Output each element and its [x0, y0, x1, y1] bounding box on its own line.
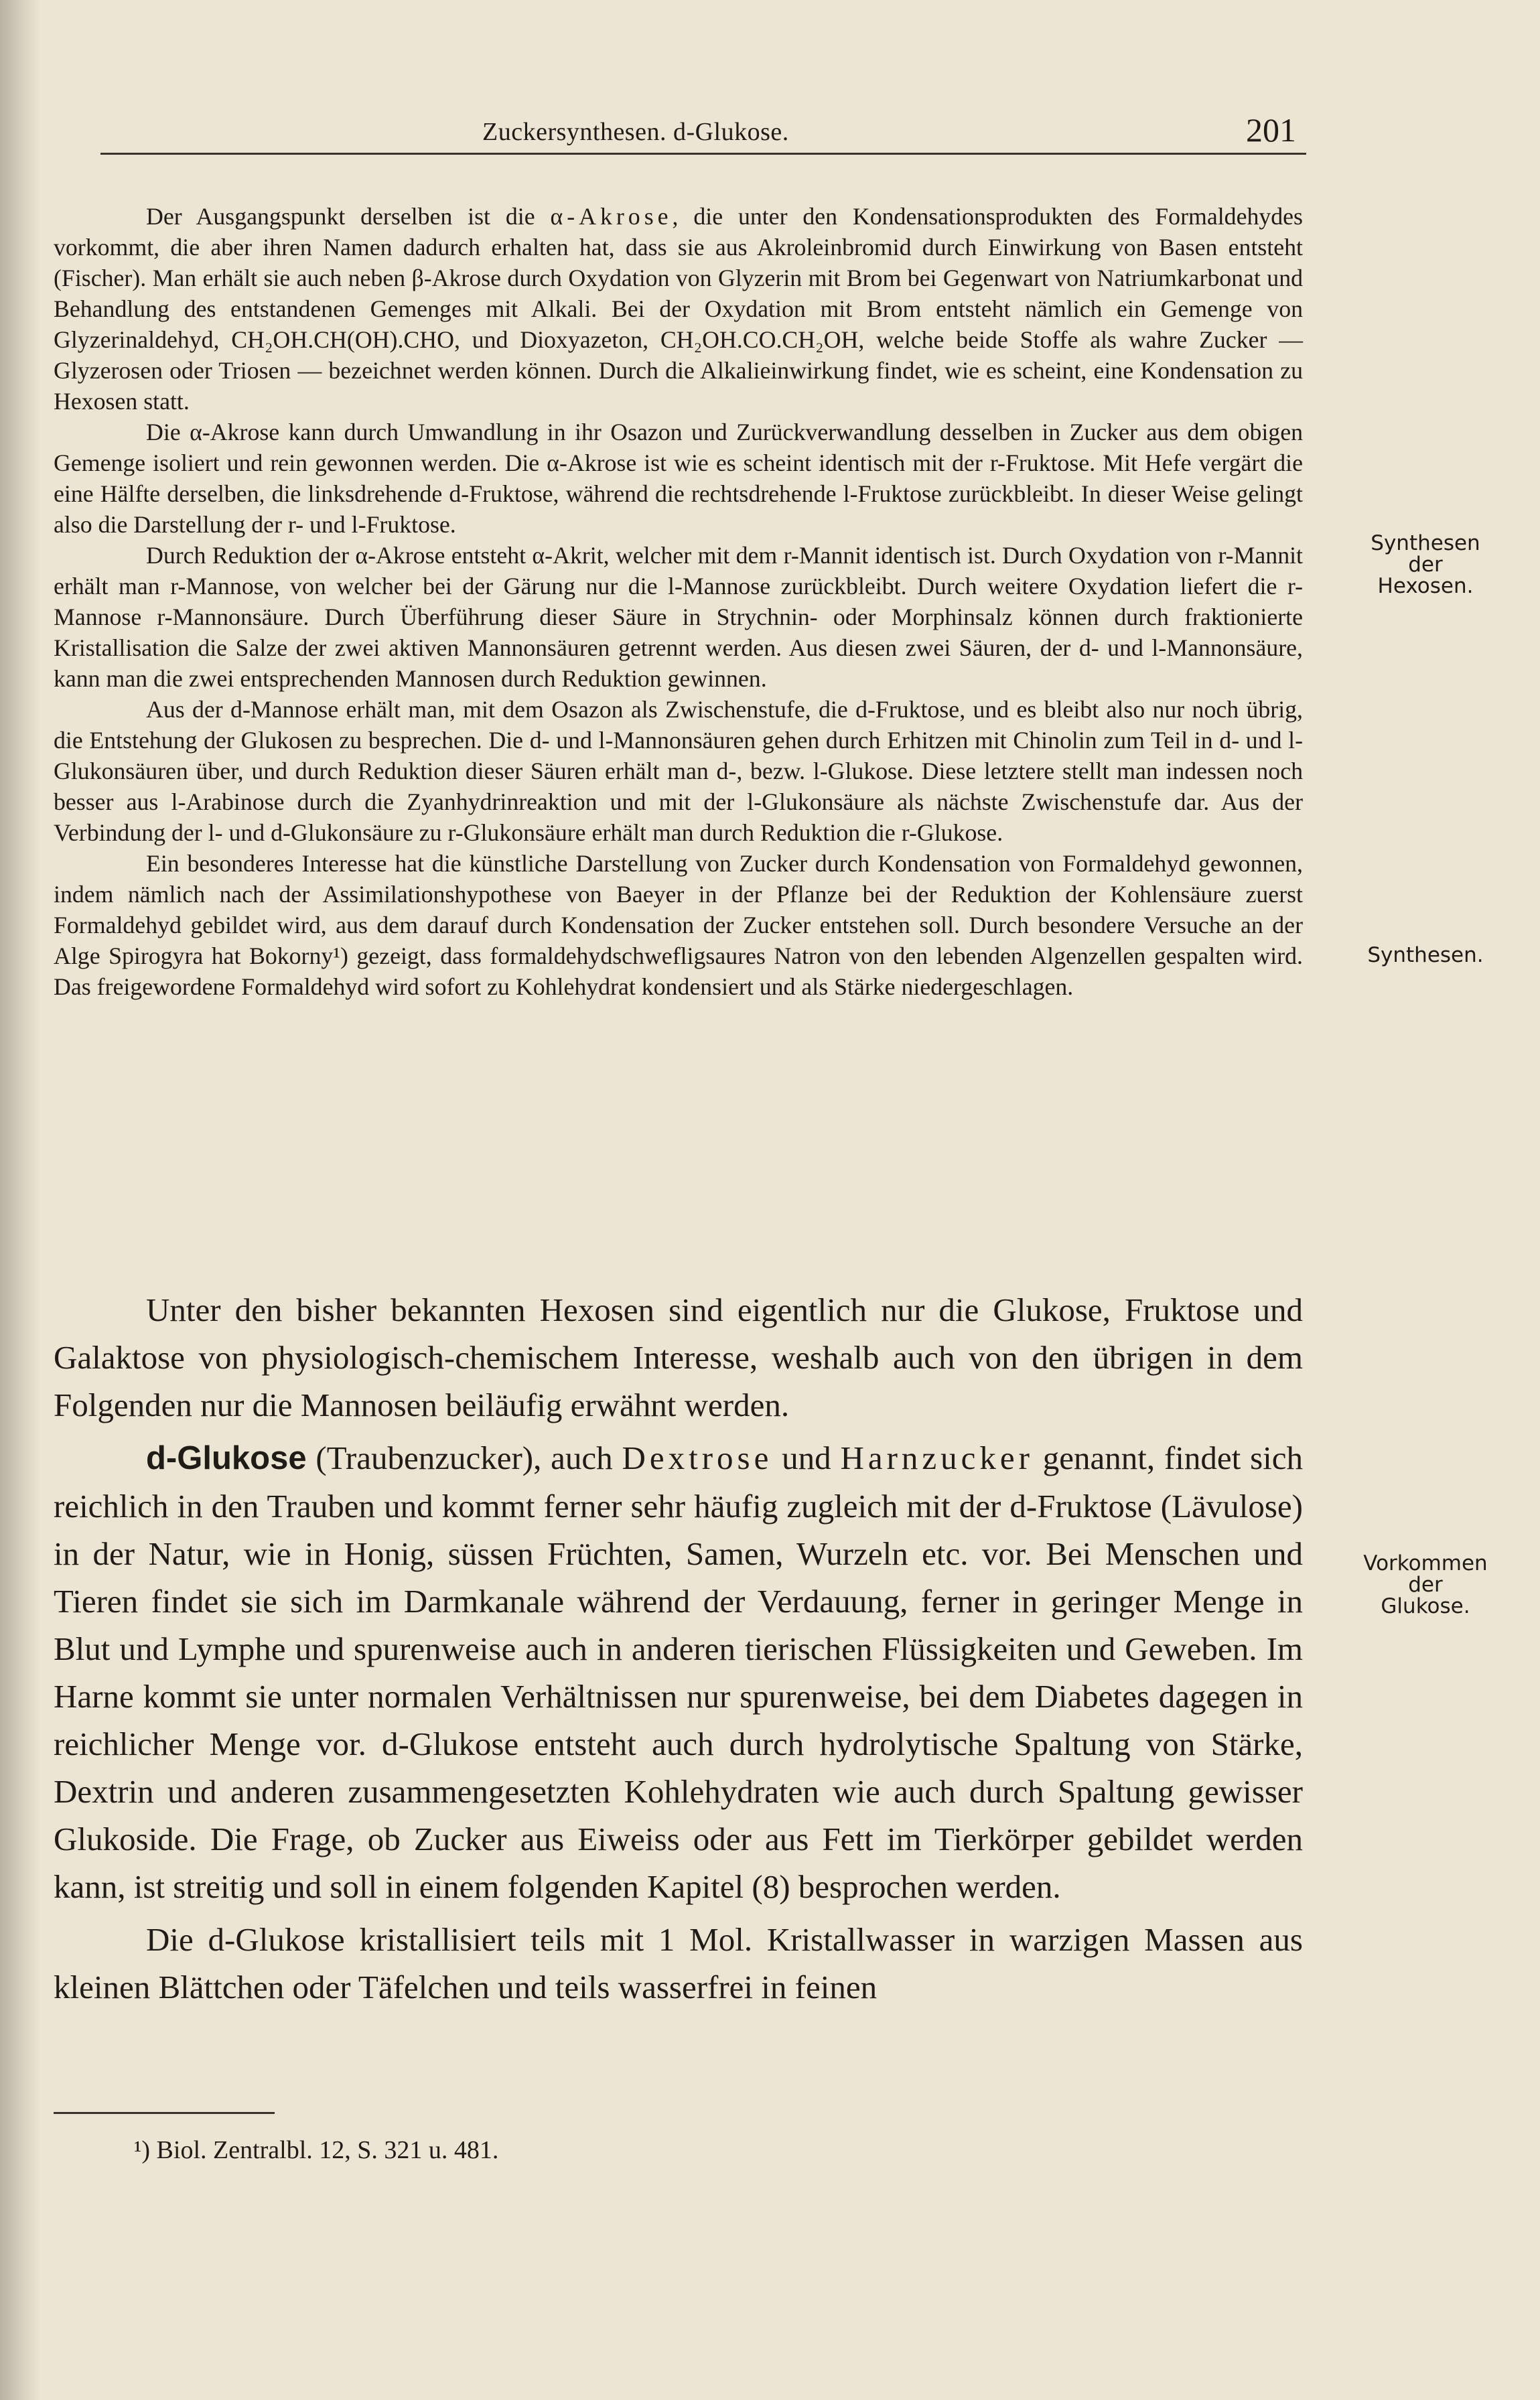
term-dextrose: Dextrose	[622, 1439, 773, 1476]
page-header	[100, 111, 1306, 151]
margin-note-line: Synthesen	[1371, 531, 1480, 555]
term-harnzucker: Harnzucker	[840, 1439, 1034, 1476]
paragraph-akrose	[54, 201, 1303, 417]
margin-note-line: Glukose.	[1381, 1594, 1470, 1618]
running-title: Zuckersynthesen. d-Glukose.	[482, 118, 789, 146]
paragraph-mannose: Durch Reduktion der α-Akrose entsteht α-Akrit, welcher mit dem r-Mannit identisch ist. Durch Oxydation von r-Mannit erhält man r-Mannose, von welcher bei der Gärung nur die l-Mannose zurückbleibt. Durch weitere Oxydation liefert die r-Mannose r-Mannonsäure. Durch Überführung dieser Säure in Strychnin- oder Morphinsalz können durch fraktionierte Kristallisation die Salze der zwei aktiven Mannonsäuren getrennt werden. Aus diesen zwei Säuren, der d- und l-Mannonsäure, kann man die zwei entsprechenden Mannosen durch Reduktion gewinnen.	[54, 542, 1303, 692]
section-heading: d-Glukose	[146, 1440, 307, 1476]
margin-note-line: Hexosen.	[1377, 574, 1474, 598]
footnote: ¹) Biol. Zentralbl. 12, S. 321 u. 481.	[134, 2136, 499, 2164]
paragraph-formaldehyd: Ein besonderes Interesse hat die künstliche Darstellung von Zucker durch Kondensation von Formaldehyd gewonnen, indem nämlich nach der Assimilationshypothese von Baeyer in der Pflanze bei der Reduktion der Kohlensäure zuerst Formaldehyd gebildet wird, aus dem darauf durch Kondensation der Zucker entstehen soll. Durch besondere Versuche an der Alge Spirogyra hat Bokorny¹) gezeigt, dass formaldehydschwefligsaures Natron von den lebenden Algenzellen gespalten wird. Das freigewordene Formaldehyd wird sofort zu Kohlehydrat kondensiert und als Stärke niedergeschlagen.	[54, 850, 1303, 1000]
paragraph-hexosen-intro: Unter den bisher bekannten Hexosen sind eigentlich nur die Glukose, Fruktose und Galaktose von physiologisch-chemischem Interesse, weshalb auch von den übrigen in dem Folgenden nur die Mannosen beiläufig erwähnt werden.	[54, 1291, 1303, 1423]
margin-note-synthesen-hexosen	[1318, 533, 1533, 597]
paragraph-text: und	[772, 1439, 841, 1476]
margin-note-vorkommen	[1318, 1553, 1533, 1617]
paragraph-fruktose: Die α-Akrose kann durch Umwandlung in ihr Osazon und Zurückverwandlung desselben in Zucker aus dem obigen Gemenge isoliert und rein gewonnen werden. Die α-Akrose ist wie es scheint identisch mit der r-Fruktose. Mit Hefe vergärt die eine Hälfte derselben, die linksdrehende d-Fruktose, während die rechtsdrehende l-Fruktose zurückbleibt. In dieser Weise gelingt also die Darstellung der r- und l-Fruktose.	[54, 419, 1303, 538]
paragraph-text: , die unter den Kondensationsprodukten des Formaldehydes vorkommt, die aber ihren Namen dadurch erhalten hat, dass sie aus Akroleinbromid durch Einwirkung von Basen entsteht (Fischer). Man erhält sie auch neben β-Akrose durch Oxydation von Glyzerin mit Brom bei Gegenwart von Natriumkarbonat und Behandlung des entstandenen Gemenges mit Alkali. Bei der Oxydation mit Brom entsteht nämlich ein Gemenge von Glyzerinaldehyd, CH₂OH.CH(OH).CHO, und Dioxyazeton, CH₂OH.CO.CH₂OH, welche beide Stoffe als wahre Zucker — Glyzerosen oder Triosen — bezeichnet werden können. Durch die Alkalieinwirkung findet, wie es scheint, eine Kondensation zu Hexosen statt.	[54, 203, 1303, 415]
header-rule	[100, 153, 1306, 155]
page-number: 201	[1246, 111, 1296, 149]
margin-note-synthesen	[1318, 944, 1533, 966]
paragraph-text: genannt, findet sich reichlich in den Trauben und kommt ferner sehr häufig zugleich mit der d-Fruktose (Lävulose) in der Natur, wie in Honig, süssen Früchten, Samen, Wurzeln etc. vor. Bei Menschen und Tieren findet sie sich im Darmkanale während der Verdauung, ferner in geringer Menge in Blut und Lymphe und spurenweise auch in anderen tierischen Flüssigkeiten und Geweben. Im Harne kommt sie unter normalen Verhältnissen nur spurenweise, bei dem Diabetes dagegen in reichlicher Menge vor. d-Glukose entsteht auch durch hydrolytische Spaltung von Stärke, Dextrin und anderen zusammengesetzten Kohlehydraten wie auch durch Spaltung gewisser Glukoside. Die Frage, ob Zucker aus Eiweiss oder aus Fett im Tierkörper gebildet werden kann, ist streitig und soll in einem folgenden Kapitel (8) besprochen werden.	[54, 1439, 1303, 1905]
paragraph-text: (Traubenzucker), auch	[306, 1439, 622, 1476]
footnote-rule	[54, 2112, 275, 2114]
paragraph-d-glukose	[54, 1434, 1303, 1910]
paragraph-glukosen: Aus der d-Mannose erhält man, mit dem Osazon als Zwischenstufe, die d-Fruktose, und es bleibt also nur noch übrig, die Entstehung der Glukosen zu besprechen. Die d- und l-Mannonsäuren gehen durch Erhitzen mit Chinolin zum Teil in d- und l-Glukonsäuren über, und durch Reduktion dieser Säuren erhält man d-, bezw. l-Glukose. Diese letztere stellt man indessen noch besser aus l-Arabinose durch die Zyanhydrinreaktion und mit der l-Glukonsäure als nächste Zwischenstufe dar. Aus der Verbindung der l- und d-Glukonsäure zu r-Glukonsäure erhält man durch Reduktion die r-Glukose.	[54, 696, 1303, 846]
margin-note-line: Vorkommen	[1363, 1551, 1488, 1575]
paragraph-kristallisation: Die d-Glukose kristallisiert teils mit 1 Mol. Kristallwasser in warzigen Massen aus kleinen Blättchen oder Täfelchen und teils wasserfrei in feinen	[54, 1921, 1303, 2005]
margin-note-line: der	[1408, 553, 1443, 577]
paragraph-text: Der Ausgangspunkt derselben ist die	[146, 203, 551, 230]
large-print-section	[54, 1286, 1303, 2016]
margin-note-line: der	[1408, 1573, 1443, 1597]
margin-note-line: Synthesen.	[1367, 943, 1484, 967]
term-akrose: α-Akrose	[550, 203, 673, 230]
small-print-section	[54, 201, 1303, 1002]
